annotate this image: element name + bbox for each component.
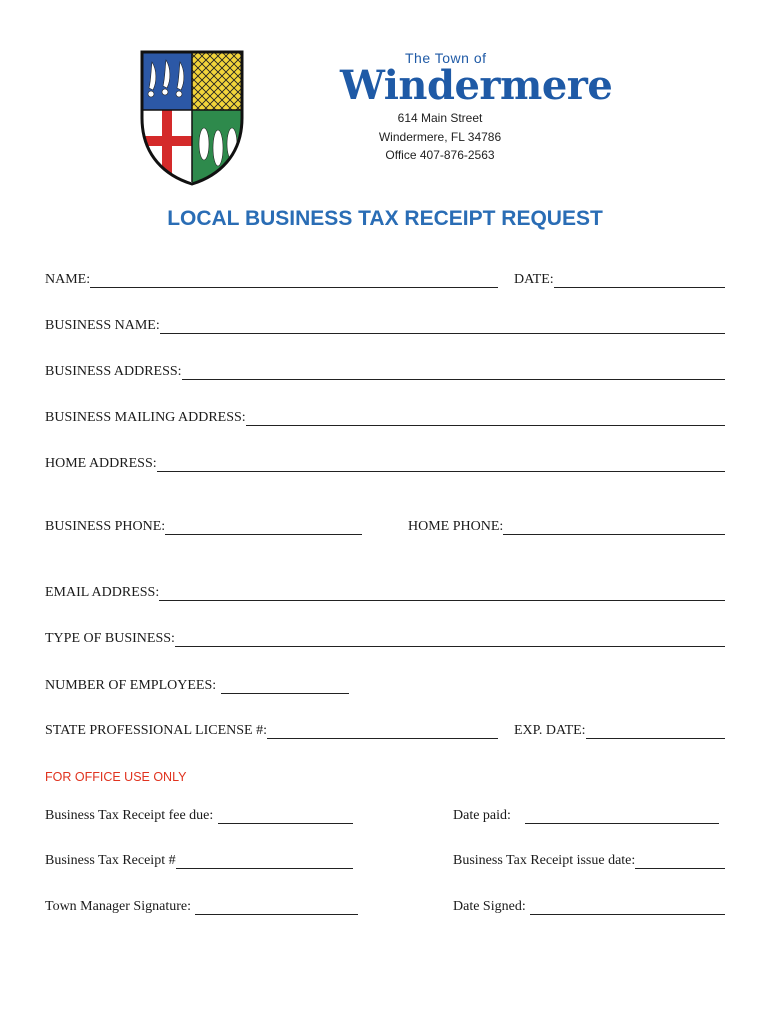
type-of-business-field[interactable]	[175, 632, 725, 647]
home-phone-field[interactable]	[503, 520, 725, 535]
business-name-row	[45, 318, 725, 334]
name-field[interactable]	[90, 273, 498, 288]
manager-signature-label: Town Manager Signature:	[45, 899, 191, 914]
employees-row	[45, 678, 725, 694]
signature-row	[45, 899, 725, 915]
business-address-field[interactable]	[182, 365, 725, 380]
type-of-business-row	[45, 631, 725, 647]
date-signed-field[interactable]	[530, 900, 725, 915]
date-field[interactable]	[554, 273, 725, 288]
email-address-field[interactable]	[159, 586, 725, 601]
home-address-label: HOME ADDRESS:	[45, 456, 157, 471]
date-signed-label: Date Signed:	[453, 899, 526, 914]
business-mailing-address-field[interactable]	[246, 411, 725, 426]
town-name-logo: Windermere	[340, 62, 613, 109]
receipt-number-label: Business Tax Receipt #	[45, 853, 176, 868]
form-title: LOCAL BUSINESS TAX RECEIPT REQUEST	[167, 207, 603, 230]
issue-date-field[interactable]	[635, 854, 725, 869]
date-paid-label: Date paid:	[453, 808, 511, 823]
business-phone-field[interactable]	[165, 520, 362, 535]
state-license-field[interactable]	[267, 724, 498, 739]
date-label: DATE:	[514, 272, 554, 287]
email-row	[45, 585, 725, 601]
city-address: Windermere, FL 34786	[378, 130, 502, 144]
type-of-business-label: TYPE OF BUSINESS:	[45, 631, 175, 646]
business-address-label: BUSINESS ADDRESS:	[45, 364, 182, 379]
town-crest-logo	[138, 48, 246, 186]
business-mailing-address-row	[45, 410, 725, 426]
license-row	[45, 723, 725, 739]
business-name-field[interactable]	[160, 319, 725, 334]
business-phone-label: BUSINESS PHONE:	[45, 519, 166, 534]
exp-date-field[interactable]	[586, 724, 725, 739]
number-of-employees-field[interactable]	[221, 679, 349, 694]
name-label: NAME:	[45, 272, 91, 287]
fee-due-label: Business Tax Receipt fee due:	[45, 808, 214, 823]
name-date-row	[45, 272, 725, 288]
exp-date-label: EXP. DATE:	[514, 723, 586, 738]
home-address-row	[45, 456, 725, 472]
home-address-field[interactable]	[157, 457, 725, 472]
receipt-row	[45, 853, 725, 869]
office-phone: Office 407-876-2563	[385, 148, 495, 162]
street-address: 614 Main Street	[397, 111, 483, 125]
manager-signature-field[interactable]	[195, 900, 358, 915]
home-phone-label: HOME PHONE:	[408, 519, 504, 534]
business-mailing-address-label: BUSINESS MAILING ADDRESS:	[45, 410, 246, 425]
town-of-label: The Town of	[405, 50, 487, 66]
number-of-employees-label: NUMBER OF EMPLOYEES:	[45, 678, 217, 693]
business-address-row	[45, 364, 725, 380]
fee-row	[45, 808, 725, 824]
date-paid-field[interactable]	[525, 809, 719, 824]
issue-date-label: Business Tax Receipt issue date:	[453, 853, 636, 868]
email-address-label: EMAIL ADDRESS:	[45, 585, 160, 600]
fee-due-field[interactable]	[218, 809, 353, 824]
business-name-label: BUSINESS NAME:	[45, 318, 160, 333]
state-license-label: STATE PROFESSIONAL LICENSE #:	[45, 723, 267, 738]
office-use-heading: FOR OFFICE USE ONLY	[45, 770, 187, 784]
phone-row	[45, 519, 725, 535]
receipt-number-field[interactable]	[176, 854, 353, 869]
